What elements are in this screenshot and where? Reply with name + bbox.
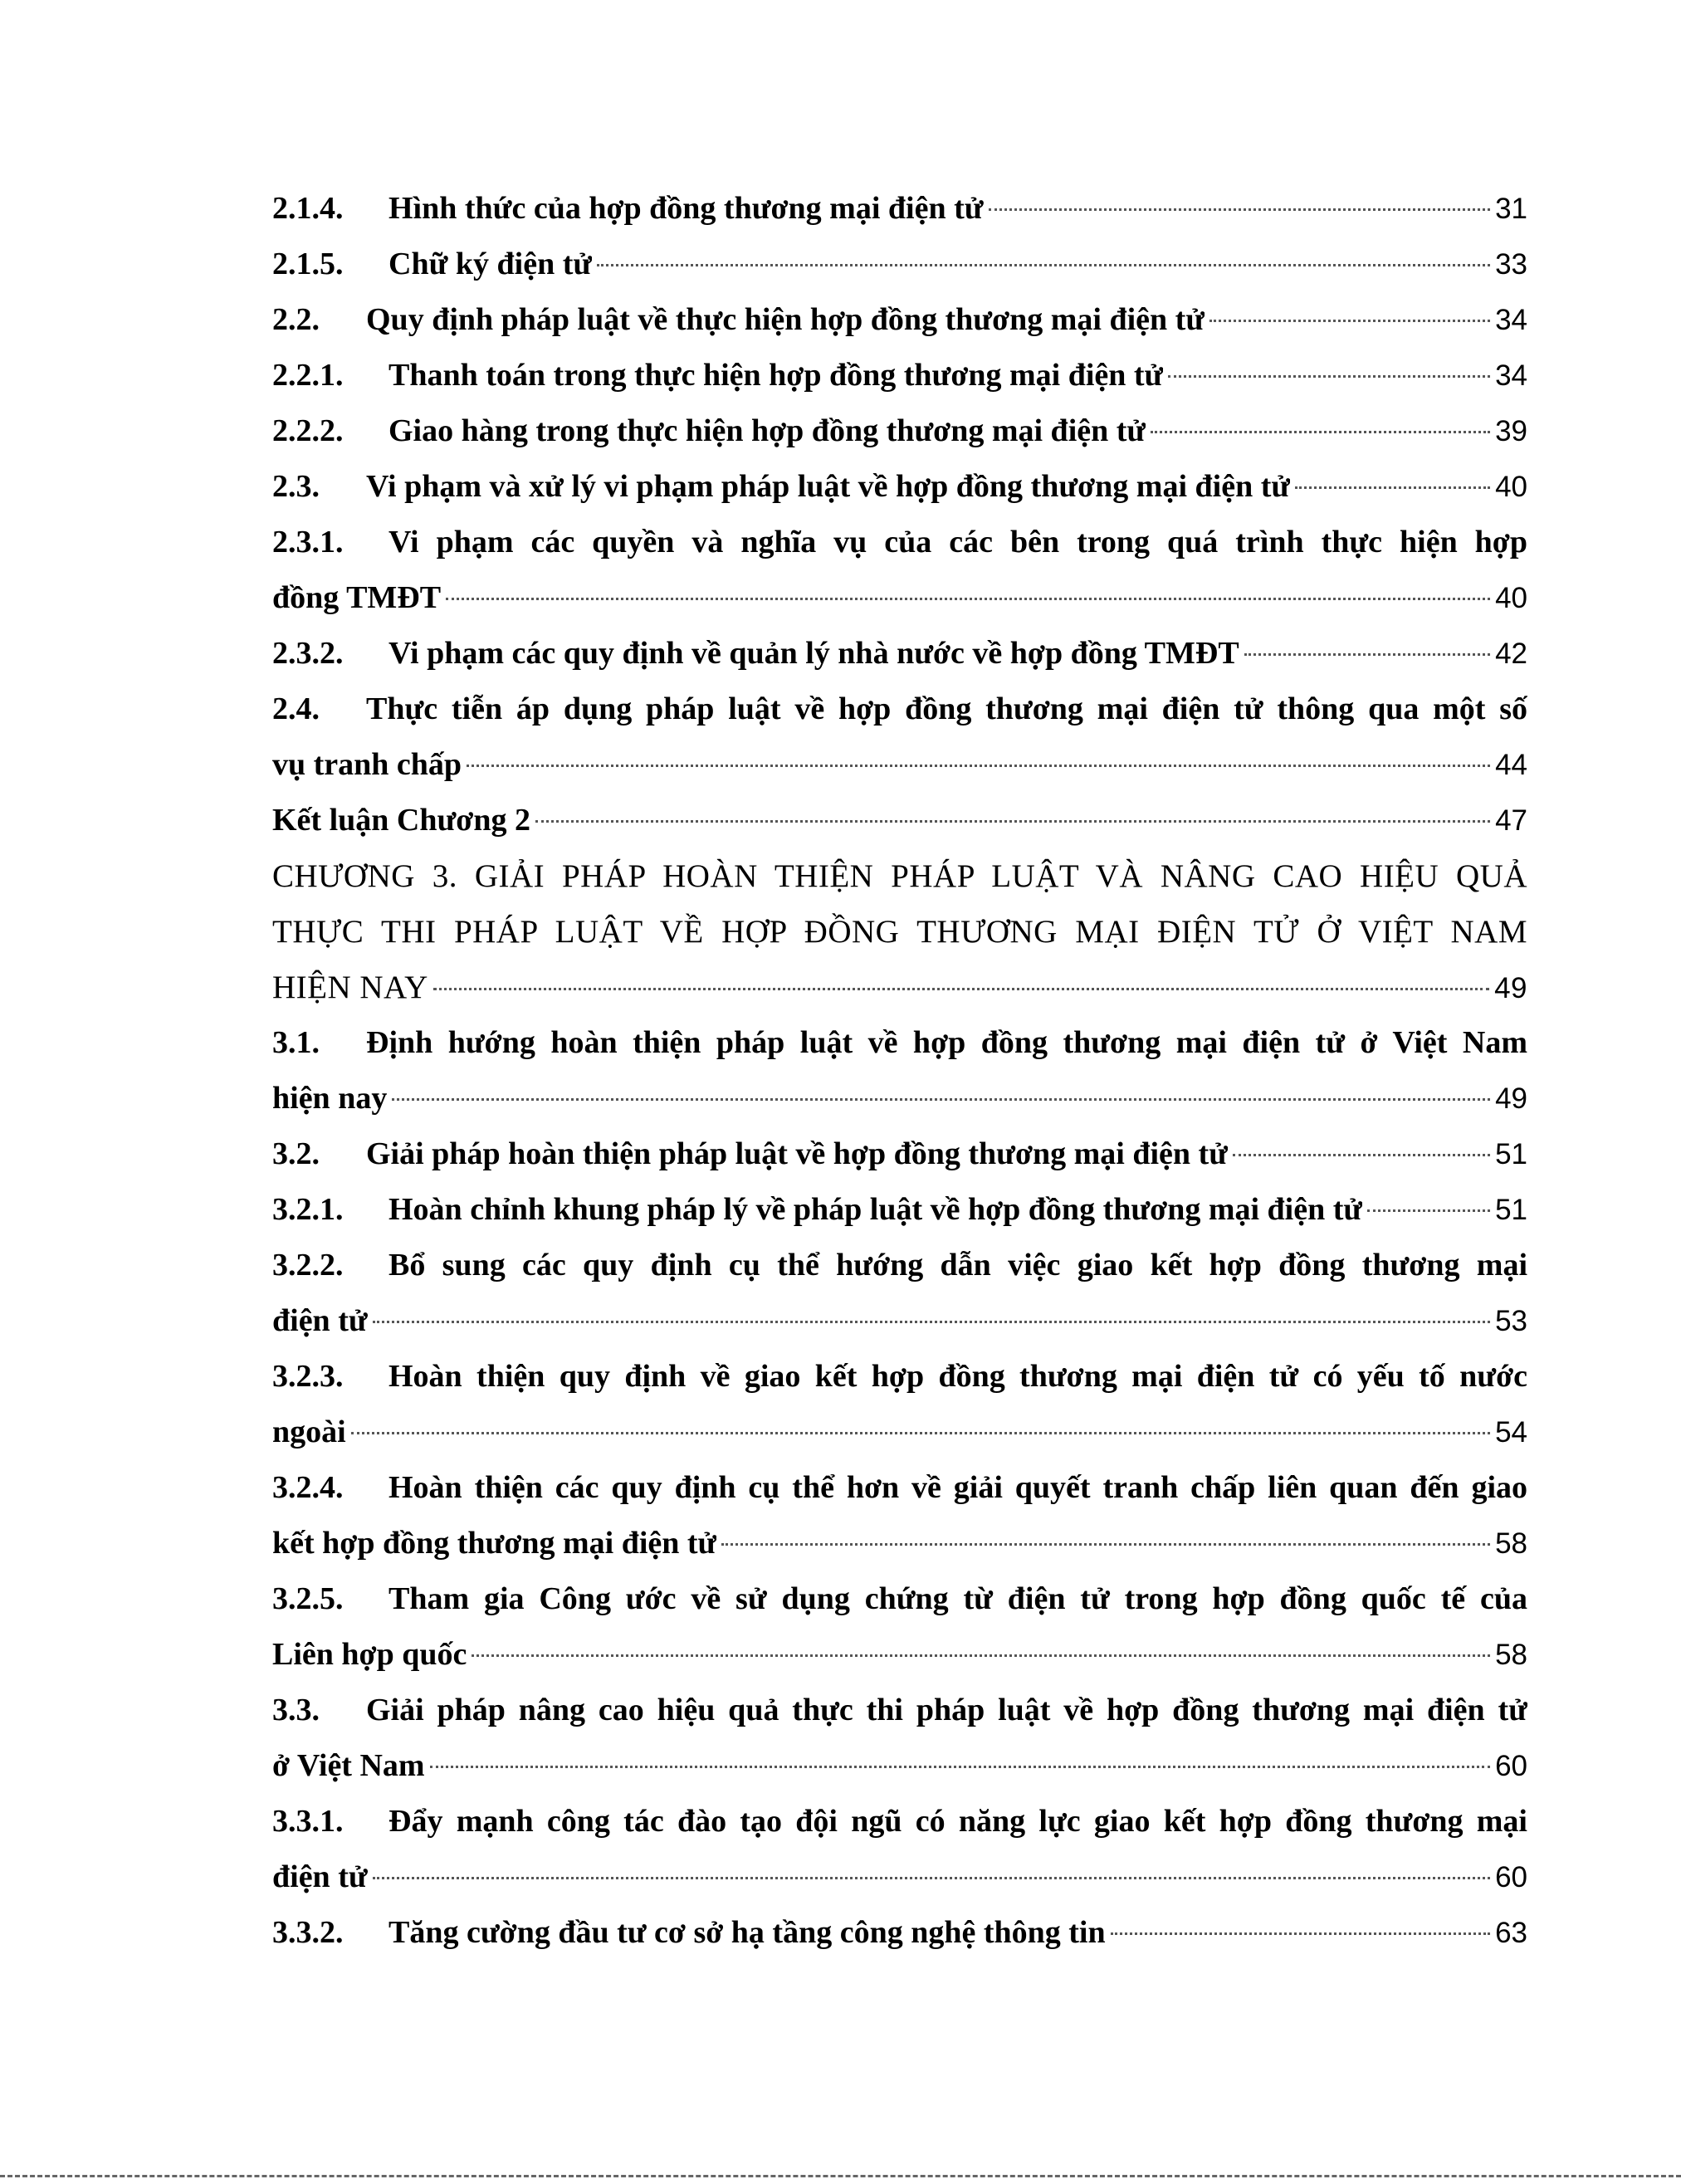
toc-entry[interactable]	[272, 237, 1527, 292]
toc-title: Vi phạm các quyền và nghĩa vụ của các bên trong quá trình thực hiện hợp	[388, 525, 1527, 559]
dot-leader	[373, 1877, 1490, 1879]
toc-entry-first-line	[272, 1349, 1527, 1405]
toc-entry[interactable]	[272, 1460, 1527, 1571]
toc-entry[interactable]	[272, 1683, 1527, 1794]
toc-number: 3.2.4.	[272, 1470, 344, 1505]
toc-chapter-entry[interactable]	[272, 848, 1527, 1015]
toc-entry[interactable]	[272, 1794, 1527, 1905]
toc-number: 3.3.2.	[272, 1915, 344, 1950]
toc-entry[interactable]	[272, 626, 1527, 682]
dot-leader	[392, 1098, 1490, 1101]
dot-leader	[597, 264, 1490, 266]
toc-page-number: 49	[1494, 972, 1527, 1004]
toc-page-number: 42	[1495, 638, 1527, 670]
toc-entry-first-line	[272, 1460, 1527, 1516]
dot-leader	[351, 1432, 1490, 1434]
toc-entry-first-line	[272, 515, 1527, 570]
toc-title-continued: HIỆN NAY	[272, 970, 428, 1005]
toc-page-number: 51	[1495, 1194, 1527, 1226]
toc-entry[interactable]	[272, 459, 1527, 515]
toc-entry[interactable]	[272, 515, 1527, 626]
toc-number: 2.3.	[272, 469, 320, 504]
dot-leader	[535, 820, 1490, 823]
toc-title: Hình thức của hợp đồng thương mại điện tử	[388, 191, 984, 226]
toc-entry[interactable]	[272, 682, 1527, 793]
toc-number: 2.3.1.	[272, 525, 344, 559]
toc-title: Vi phạm các quy định về quản lý nhà nước về hợp đồng TMĐT	[388, 636, 1239, 671]
toc-page-number: 58	[1495, 1639, 1527, 1671]
toc-number: 3.2.1.	[272, 1192, 344, 1227]
toc-page-number: 39	[1495, 415, 1527, 447]
toc-entry-first-line	[272, 1683, 1527, 1738]
toc-entry-first-line	[272, 1794, 1527, 1849]
toc-entry[interactable]	[272, 1349, 1527, 1460]
dot-leader	[430, 1766, 1491, 1768]
chapter-title-line-2: THỰC THI PHÁP LUẬT VỀ HỢP ĐỒNG THƯƠNG MẠI ĐIỆN TỬ Ở VIỆT NAM	[272, 914, 1527, 950]
toc-title: Giao hàng trong thực hiện hợp đồng thương mại điện tử	[388, 413, 1146, 448]
dot-leader	[472, 1654, 1490, 1657]
toc-number: 2.4.	[272, 691, 320, 726]
toc-number: 3.2.2.	[272, 1248, 344, 1283]
toc-entry[interactable]	[272, 1238, 1527, 1349]
toc-title: Thanh toán trong thực hiện hợp đồng thương mại điện tử	[388, 358, 1164, 393]
toc-number: 2.2.	[272, 302, 320, 337]
toc-page-number: 49	[1495, 1082, 1527, 1115]
toc-number: 3.3.	[272, 1693, 320, 1727]
toc-number: 2.3.2.	[272, 636, 344, 671]
toc-entry-first-line	[272, 1571, 1527, 1627]
toc-entry-first-line	[272, 1238, 1527, 1293]
toc-title: Kết luận Chương 2	[272, 803, 530, 838]
dot-leader	[446, 598, 1490, 600]
toc-page-number: 60	[1495, 1861, 1527, 1893]
dot-leader	[1111, 1932, 1490, 1935]
toc-page-number: 44	[1495, 749, 1527, 781]
toc-title: Tham gia Công ước về sử dụng chứng từ điện tử trong hợp đồng quốc tế của	[388, 1581, 1527, 1616]
toc-entry[interactable]	[272, 292, 1527, 348]
toc-title: Hoàn thiện các quy định cụ thể hơn về giải quyết tranh chấp liên quan đến giao	[388, 1470, 1527, 1505]
table-of-contents	[272, 181, 1527, 1961]
toc-entry[interactable]	[272, 1571, 1527, 1683]
dot-leader	[1168, 375, 1490, 378]
toc-page-number: 33	[1495, 248, 1527, 281]
dot-leader	[989, 208, 1491, 211]
chapter-title-line-1: CHƯƠNG 3. GIẢI PHÁP HOÀN THIỆN PHÁP LUẬT VÀ NÂNG CAO HIỆU QUẢ	[272, 858, 1527, 894]
toc-title-continued: điện tử	[272, 1303, 368, 1338]
toc-title: Bổ sung các quy định cụ thể hướng dẫn việc giao kết hợp đồng thương mại	[388, 1248, 1527, 1283]
toc-number: 2.1.4.	[272, 191, 344, 226]
toc-title: Giải pháp nâng cao hiệu quả thực thi pháp luật về hợp đồng thương mại điện tử	[366, 1693, 1527, 1727]
dot-leader	[1233, 1154, 1490, 1156]
dot-leader	[1367, 1209, 1490, 1212]
dot-leader	[1151, 431, 1490, 433]
toc-number: 2.2.2.	[272, 413, 344, 448]
page-break-rule	[0, 2175, 1681, 2177]
dot-leader	[1244, 653, 1490, 656]
toc-page-number: 47	[1495, 804, 1527, 837]
toc-page-number: 51	[1495, 1138, 1527, 1170]
toc-title: Quy định pháp luật về thực hiện hợp đồng thương mại điện tử	[366, 302, 1205, 337]
dot-leader	[1295, 486, 1490, 489]
toc-entry[interactable]	[272, 348, 1527, 403]
toc-entry[interactable]	[272, 1015, 1527, 1126]
toc-page-number: 58	[1495, 1527, 1527, 1560]
toc-title-continued: Liên hợp quốc	[272, 1637, 467, 1672]
toc-entry[interactable]	[272, 181, 1527, 237]
toc-page-number: 53	[1495, 1305, 1527, 1337]
dot-leader	[373, 1321, 1490, 1323]
toc-page-number: 31	[1495, 193, 1527, 225]
toc-title-continued: ngoài	[272, 1414, 346, 1449]
toc-number: 2.2.1.	[272, 358, 344, 393]
toc-entry[interactable]	[272, 403, 1527, 459]
dot-leader	[467, 765, 1490, 767]
toc-title: Tăng cường đầu tư cơ sở hạ tầng công nghệ thông tin	[388, 1915, 1106, 1950]
toc-page-number: 40	[1495, 582, 1527, 614]
toc-number: 2.1.5.	[272, 247, 344, 281]
toc-number: 3.2.5.	[272, 1581, 344, 1616]
toc-page-number: 40	[1495, 471, 1527, 503]
toc-title-continued: điện tử	[272, 1859, 368, 1894]
toc-entry[interactable]	[272, 1182, 1527, 1238]
toc-number: 3.3.1.	[272, 1804, 344, 1839]
dot-leader	[1209, 320, 1490, 322]
dot-leader	[721, 1543, 1490, 1546]
toc-title: Chữ ký điện tử	[388, 247, 593, 281]
toc-title-continued: đồng TMĐT	[272, 580, 442, 615]
toc-page-number: 63	[1495, 1917, 1527, 1949]
toc-entry[interactable]	[272, 793, 1527, 848]
toc-entry-first-line	[272, 682, 1527, 737]
toc-title: Hoàn thiện quy định về giao kết hợp đồng thương mại điện tử có yếu tố nước	[388, 1359, 1527, 1394]
toc-entry-first-line	[272, 1015, 1527, 1071]
toc-page-number: 34	[1495, 359, 1527, 392]
toc-title: Giải pháp hoàn thiện pháp luật về hợp đồng thương mại điện tử	[366, 1136, 1229, 1171]
toc-title-continued: vụ tranh chấp	[272, 747, 462, 782]
toc-number: 3.1.	[272, 1025, 320, 1060]
toc-entry[interactable]	[272, 1126, 1527, 1182]
toc-title: Định hướng hoàn thiện pháp luật về hợp đồng thương mại điện tử ở Việt Nam	[366, 1025, 1527, 1060]
toc-page-number: 34	[1495, 304, 1527, 336]
toc-title: Thực tiễn áp dụng pháp luật về hợp đồng thương mại điện tử thông qua một số	[366, 691, 1527, 726]
toc-page-number: 54	[1495, 1416, 1527, 1449]
dot-leader	[433, 988, 1489, 990]
toc-title: Đẩy mạnh công tác đào tạo đội ngũ có năng lực giao kết hợp đồng thương mại	[388, 1804, 1527, 1839]
toc-title-continued: kết hợp đồng thương mại điện tử	[272, 1526, 717, 1561]
toc-title-continued: hiện nay	[272, 1081, 388, 1116]
toc-number: 3.2.3.	[272, 1359, 344, 1394]
toc-page-number: 60	[1495, 1750, 1527, 1782]
toc-title: Hoàn chỉnh khung pháp lý về pháp luật về hợp đồng thương mại điện tử	[388, 1192, 1363, 1227]
toc-title-continued: ở Việt Nam	[272, 1748, 425, 1783]
toc-title: Vi phạm và xử lý vi phạm pháp luật về hợp đồng thương mại điện tử	[366, 469, 1291, 504]
toc-entry[interactable]	[272, 1905, 1527, 1961]
toc-number: 3.2.	[272, 1136, 320, 1171]
